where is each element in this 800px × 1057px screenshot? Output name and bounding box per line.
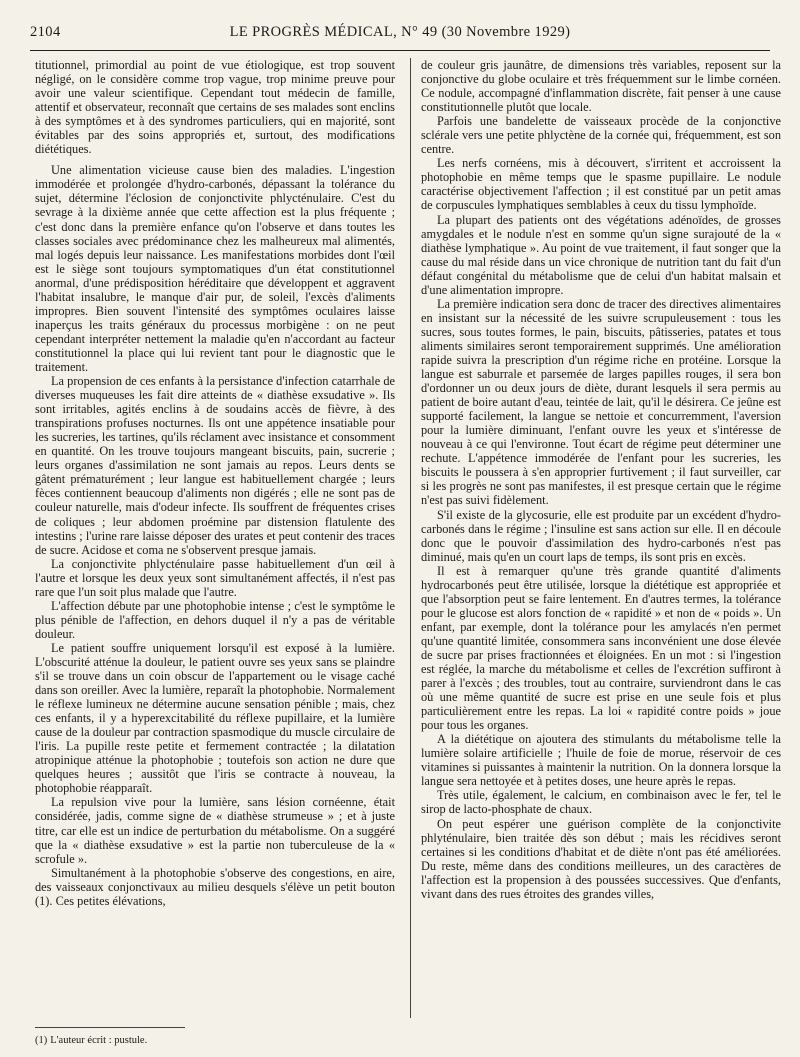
paragraph: A la diététique on ajoutera des stimulants du métabolisme telle la lumière solaire artificielle ; l'huile de foie de morue, réservoir de ces vitamines si puissantes à maintenir la nutrition. On la donnera lorsque la langue sera nettoyée et à petites doses, une heure après le repas. — [421, 732, 781, 789]
right-column — [421, 58, 781, 1018]
paragraph: Le patient souffre uniquement lorsqu'il est exposé à la lumière. L'obscurité atténue la douleur, le patient ouvre ses yeux sans se plaindre s'il se trouve dans un coin obscur de l'appartement ou le visage caché dans son oreiller. Avec la lumière, reparaît la photophobie. Normalement le réflexe lumineux ne détermine aucune sensation pénible ; mais, chez ces enfants, il y a hyperexcitabilité du réflexe pupillaire, et la lumière cause de la douleur par contraction spasmodique du muscle circulaire de l'iris. La pupille reste petite et fermement contractée ; la dilatation atropinique atténue la photophobie ; toutefois son action ne dure que quelques heures ; aussitôt que l'iris se contracte à nouveau, la photophobie réapparaît. — [35, 640, 395, 796]
paragraph: titutionnel, primordial au point de vue étiologique, est trop souvent négligé, on le considère comme trop vague, trop minime preuve pour avoir une valeur scientifique. Cependant tout médecin de famille, attentif et observateur, reconnaît que certains de ses malades sont enclins à des symptômes et à des syndromes particuliers, qui en majorité, sont évitables par des soins appropriés et, surtout, des modifications diététiques. — [35, 58, 395, 157]
paragraph: La propension de ces enfants à la persistance d'infection catarrhale de diverses muqueuses les fait dire atteints de « diathèse exsudative ». Ils sont irritables, agités enclins à de soudains accès de fièvre, à des transpirations profuses nocturnes. Ils ont une appétence insatiable pour les sucreries, les tartines, qu'ils réclament avec insistance et consomment en quantité. On les trouve toujours mangeant biscuits, pain, sucrerie ; leurs organes d'assimilation ne sont jamais au repos. Leurs dents se gâtent prématurément ; leur langue est habituellement chargée ; leurs fèces contiennent beaucoup d'aliments non digérés ; elle ne sont pas de couleur naturelle, mais d'odeur infecte. Ils souffrent de fréquentes crises de coliques ; leur abdomen proémine par distension flatulente des intestins ; l'urine rare laisse déposer des urates et peut contenir des traces de sucre. Acidose et coma ne s'observent presque jamais. — [35, 374, 395, 557]
paragraph: Simultanément à la photophobie s'observe des congestions, en aire, des vaisseaux conjonctivaux au milieu desquels s'élève un petit bouton (1). Ces petites élévations, — [35, 865, 395, 908]
footnote — [35, 1035, 395, 1046]
column-divider — [410, 58, 411, 1018]
paragraph: Il est à remarquer qu'une très grande quantité d'aliments hydrocarbonés peut être utilisée, lorsque la diététique est appropriée et que l'absorption peut se faire lentement. En d'autres termes, la tolérance pour le glucose est alors fonction de « rapidité » et non de « poids ». Un enfant, par exemple, dont la tolérance pour les amylacés n'en permet qu'une quantité limitée, consommera sans inconvénient une dose élevée de sucre par prises fractionnées et éloignées. En un mot : si l'ingestion est réglée, la marche du métabolisme et celles de l'excrétion suffiront à parer à l'excès ; des troubles, tout au contraire, surviendront dans le cas où une même quantité de sucre est prise en une seule fois et plus particulièrement entre les repas. La loi « rapidité contre poids » joue pour tous les organes. — [421, 563, 781, 733]
footnote-rule — [35, 1027, 185, 1028]
paragraph: Très utile, également, le calcium, en combinaison avec le fer, tel le sirop de lacto-phosphate de chaux. — [421, 788, 781, 817]
paragraph: L'affection débute par une photophobie intense ; c'est le symptôme le plus pénible de l'affection, en dehors duquel il n'y a pas de véritable douleur. — [35, 598, 395, 641]
header-rule — [30, 50, 770, 51]
footnote-text: L'auteur écrit : pustule. — [50, 1035, 148, 1046]
paragraph: La conjonctivite phlycténulaire passe habituellement d'un œil à l'autre et lorsque les deux yeux sont simultanément affectés, il n'est pas rare que l'un soit plus malade que l'autre. — [35, 556, 395, 599]
paragraph: Une alimentation vicieuse cause bien des maladies. L'ingestion immodérée et prolongée d'hydro-carbonés, dépassant la tolérance du sujet, détermine l'éclosion de conjonctivite phlycténulaire. C'est du sevrage à la dixième année que cette affection est la plus fréquente ; c'est donc dans la première enfance qu'on l'observe et dans toutes les classes sociales avec prédominance chez les malheureux mal alimentés, mal logés depuis leur naissance. Les manifestations morbides dont l'œil est le siège sont toujours symptomatiques d'un état constitutionnel anormal, d'une prédisposition héréditaire que développent et aggravent l'habitat insalubre, le manque d'air pur, de soleil, l'excès d'aliments impropres. Bien souvent l'intensité des symptômes oculaires laisse inaperçus les traits généraux du processus morbigène : on ne peut cependant interpréter nettement la maladie qu'en n'accordant au facteur constitutionnel la place qui lui revient tant pour le diagnostic que le traitement. — [35, 163, 395, 374]
paragraph: S'il existe de la glycosurie, elle est produite par un excédent d'hydro-carbonés dans le régime ; l'insuline est sans action sur elle. Il en découle donc que le pouvoir d'assimilation des hydro-carbonés n'est pas diminué, mais qu'en un court laps de temps, ils sont pris en excès. — [421, 507, 781, 564]
paragraph: Les nerfs cornéens, mis à découvert, s'irritent et accroissent la photophobie en même temps que le spasme pupillaire. Le nodule caractérise objectivement l'affection ; il est constitué par un petit amas de corpuscules lymphatiques semblables à ceux du tissu lymphoïde. — [421, 156, 781, 213]
paragraph: La plupart des patients ont des végétations adénoïdes, de grosses amygdales et le nodule n'est en somme qu'un signe surajouté de la « diathèse lymphatique ». Au point de vue traitement, il faut songer que la cause du mal réside dans un vice chronique de nutrition tant du fait d'un défaut congénital du métabolisme que de celui d'un habitat malsain et d'une alimentation impropre. — [421, 212, 781, 297]
paragraph: Parfois une bandelette de vaisseaux procède de la conjonctive sclérale vers une petite phlyctène de la cornée qui, fréquemment, est son centre. — [421, 114, 781, 157]
paragraph: de couleur gris jaunâtre, de dimensions très variables, reposent sur la conjonctive du globe oculaire et très fréquemment sur le limbe cornéen. Ce nodule, accompagné d'inflammation discrète, fait penser à une cause constitutionnelle plutôt que locale. — [421, 58, 781, 115]
paragraph: La première indication sera donc de tracer des directives alimentaires en insistant sur la nécessité de les suivre scrupuleusement : tous les sucres, sous toutes formes, le pain, biscuits, pâtisseries, patates et tous aliments similaires seront temporairement supprimés. Une amélioration rapide suivra la prescription d'un régime riche en protéine. Lorsque la langue est saburrale et parsemée de larges papilles rouges, il sera bon d'ordonner un ou deux jours de diète, durant lesquels il sera permis au patient de boire autant d'eau, teintée de lait, qu'il le désirera. Ce jeûne est supporté facilement, la langue se nettoie et concurremment, l'aversion pour la lumière diminuant, l'enfant ouvre les yeux et s'intéresse de nouveau à ce qui l'environne. Tout écart de régime peut déterminer une rechute. L'appétence immodérée de l'enfant pour les sucreries, les biscuits le poussera à s'en approprier furtivement ; il faut surveiller, car si les progrès ne sont pas manifestes, il est presque certain que le régime n'est pas suivi fidèlement. — [421, 296, 781, 508]
page-number: 2104 — [30, 24, 61, 40]
running-header — [30, 20, 770, 46]
running-title: LE PROGRÈS MÉDICAL, N° 49 (30 Novembre 1929) — [229, 24, 571, 40]
paragraph: La repulsion vive pour la lumière, sans lésion cornéenne, était considérée, jadis, comme signe de « diathèse strumeuse » ; et à juste titre, car elle est un indice de perturbation du métabolisme. On a suggéré que la « diathèse exsudative » est la partie non tuberculeuse de la « scrofule ». — [35, 795, 395, 866]
paragraph: On peut espérer une guérison complète de la conjonctivite phlyténulaire, bien traitée dès son début ; mais les récidives seront certaines si les conditions d'habitat et de diète n'ont pas été améliorées. Du reste, même dans des conditions meilleures, un des caractères de l'affection est la propension à des poussées successives. Que d'enfants, vivant dans des rues étroites des grandes villes, — [421, 816, 781, 901]
footnote-marker: (1) — [35, 1035, 48, 1046]
left-column — [35, 58, 395, 993]
